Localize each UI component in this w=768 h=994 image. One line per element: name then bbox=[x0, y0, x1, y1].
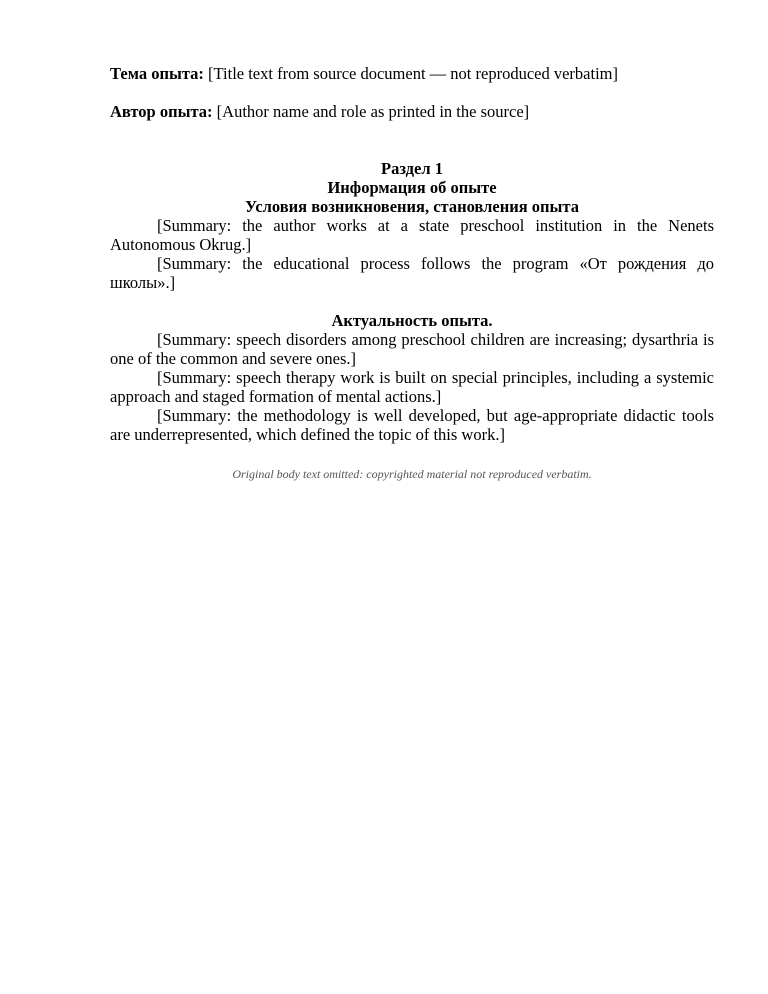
section-subtitle: Информация об опыте bbox=[327, 178, 497, 197]
body-paragraph: [Summary: the author works at a state preschool institution in the Nenets Autonomous Okrug.] bbox=[110, 216, 714, 254]
section-title: Раздел 1 bbox=[381, 159, 443, 178]
body-paragraph: [Summary: the educational process follows the program «От рождения до школы».] bbox=[110, 254, 714, 292]
author-text: [Author name and role as printed in the source] bbox=[216, 102, 530, 121]
body-paragraph: [Summary: the methodology is well developed, but age-appropriate didactic tools are underrepresented, which defined the topic of this work.] bbox=[110, 406, 714, 444]
relevance-heading: Актуальность опыта. bbox=[331, 311, 493, 330]
topic-block bbox=[110, 64, 714, 83]
section-heading: Условия возникновения, становления опыта bbox=[245, 197, 579, 216]
topic-text: [Title text from source document — not reproduced verbatim] bbox=[208, 64, 618, 83]
topic-label: Тема опыта: bbox=[110, 64, 204, 83]
author-block bbox=[110, 102, 714, 121]
author-label: Автор опыта: bbox=[110, 102, 213, 121]
body-paragraph: [Summary: speech disorders among preschool children are increasing; dysarthria is one of the common and severe ones.] bbox=[110, 330, 714, 368]
body-paragraph: [Summary: speech therapy work is built on special principles, including a systemic approach and staged formation of mental actions.] bbox=[110, 368, 714, 406]
omission-notice: Original body text omitted: copyrighted material not reproduced verbatim. bbox=[232, 467, 592, 481]
